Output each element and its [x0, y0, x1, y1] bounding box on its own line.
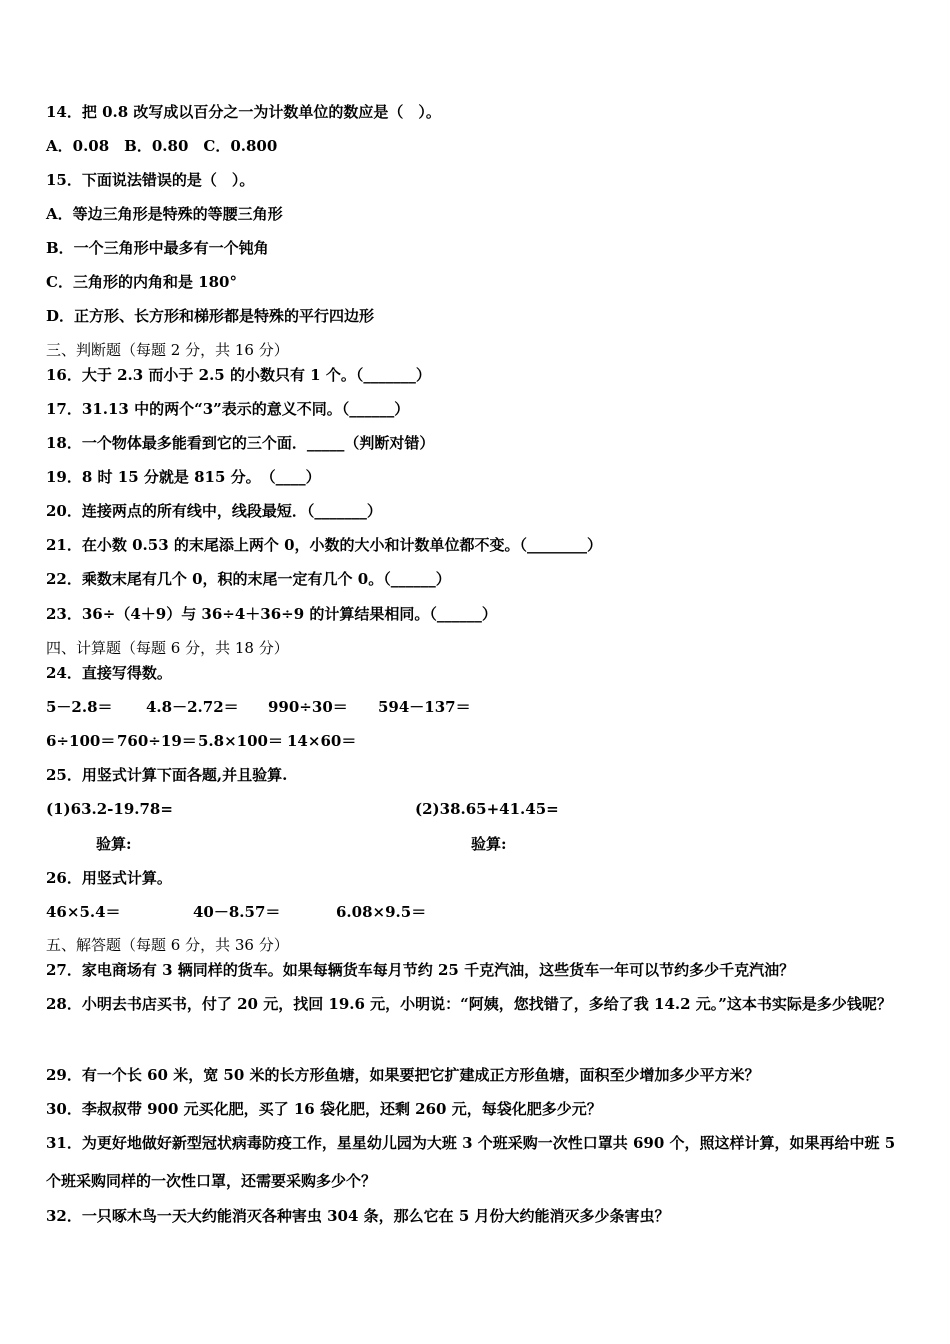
q25-check-1: 验算: [96, 835, 132, 853]
q24-item: 5.8×100＝ [198, 732, 283, 750]
section-3-heading: 三、判断题（每题 2 分，共 16 分） [46, 341, 289, 359]
q26-items [46, 902, 426, 922]
q28: 28．小明去书店买书，付了 20 元，找回 19.6 元，小明说：“阿姨，您找错了，多给了我 14.2 元。”这本书实际是多少钱呢？ [46, 995, 892, 1013]
q32: 32．一只啄木鸟一天大约能消灭各种害虫 304 条，那么它在 5 月份大约能消灭多少条害虫？ [46, 1207, 670, 1225]
q22: 22．乘数末尾有几个 0，积的末尾一定有几个 0。（______） [46, 570, 451, 588]
q15-text: 15．下面说法错误的是（ ）。 [46, 171, 255, 189]
q24-item: 594－137＝ [378, 698, 471, 716]
q23: 23．36÷（4＋9）与 36÷4＋36÷9 的计算结果相同。（______） [46, 605, 497, 623]
q24-item: 14×60＝ [287, 732, 357, 750]
q24-item: 6÷100＝ [46, 732, 116, 750]
q15-option-c: C．三角形的内角和是 180° [46, 273, 237, 291]
q25-check-2: 验算: [471, 835, 507, 853]
q25-problem-2: (2)38.65+41.45= [415, 800, 559, 818]
q19: 19．8 时 15 分就是 815 分。 （____） [46, 468, 321, 486]
q26-item: 40－8.57＝ [193, 903, 281, 921]
q15-option-b: B．一个三角形中最多有一个钝角 [46, 239, 269, 257]
q18: 18．一个物体最多能看到它的三个面．_____（判断对错） [46, 434, 435, 452]
q31: 31．为更好地做好新型冠状病毒防疫工作，星星幼儿园为大班 3 个班采购一次性口罩共 690 个，照这样计算，如果再给中班 5 个班采购同样的一次性口罩，还需要采购多少个？ [46, 1134, 896, 1190]
q17: 17．31.13 中的两个“3”表示的意义不同。（______） [46, 400, 410, 418]
q24-item: 760÷19＝ [117, 732, 197, 750]
section-5-heading: 五、解答题（每题 6 分，共 36 分） [46, 936, 289, 954]
q29: 29．有一个长 60 米，宽 50 米的长方形鱼塘，如果要把它扩建成正方形鱼塘，面积至少增加多少平方米？ [46, 1066, 760, 1084]
q26-item: 6.08×9.5＝ [336, 903, 427, 921]
q25-problem-1: (1)63.2-19.78= [46, 800, 173, 818]
q24-row1 [46, 697, 471, 717]
q24-item: 5－2.8＝ [46, 698, 113, 716]
q24-row2 [46, 731, 356, 751]
q15-option-a: A．等边三角形是特殊的等腰三角形 [46, 205, 283, 223]
q25-text: 25．用竖式计算下面各题,并且验算. [46, 766, 288, 784]
q24-item: 4.8－2.72＝ [146, 698, 239, 716]
q30: 30．李叔叔带 900 元买化肥，买了 16 袋化肥，还剩 260 元，每袋化肥多少元？ [46, 1100, 602, 1118]
q24-item: 990÷30＝ [268, 698, 348, 716]
q26-text: 26．用竖式计算。 [46, 869, 172, 887]
q20: 20．连接两点的所有线中，线段最短．（_______） [46, 502, 382, 520]
q24-text: 24．直接写得数。 [46, 664, 172, 682]
q21: 21．在小数 0.53 的末尾添上两个 0，小数的大小和计数单位都不变。（________） [46, 536, 603, 554]
q16: 16．大于 2.3 而小于 2.5 的小数只有 1 个。（_______） [46, 366, 431, 384]
q15-option-d: D．正方形、长方形和梯形都是特殊的平行四边形 [46, 307, 375, 325]
q14-text: 14．把 0.8 改写成以百分之一为计数单位的数应是（ ）。 [46, 103, 441, 121]
q26-item: 46×5.4＝ [46, 903, 121, 921]
section-4-heading: 四、计算题（每题 6 分，共 18 分） [46, 639, 289, 657]
q14-options: A．0.08 B．0.80 C．0.800 [46, 137, 278, 155]
q27: 27．家电商场有 3 辆同样的货车。如果每辆货车每月节约 25 千克汽油，这些货车一年可以节约多少千克汽油？ [46, 961, 795, 979]
